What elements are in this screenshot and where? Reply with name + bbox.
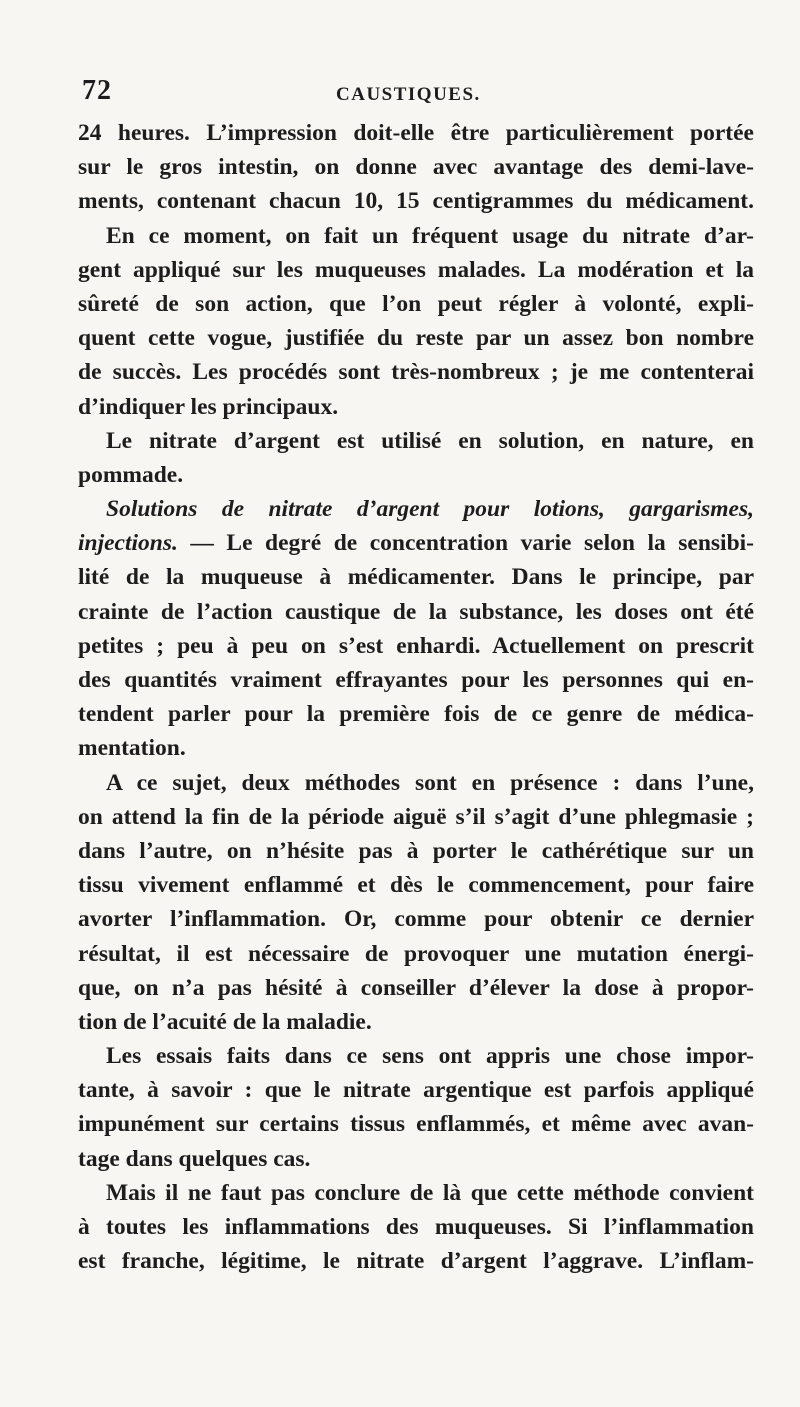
text-line bbox=[78, 390, 754, 424]
line-text: A ce sujet, deux méthodes sont en présence : dans l’une, bbox=[106, 769, 754, 796]
line-text: mentation. bbox=[78, 735, 186, 762]
text-line bbox=[78, 424, 754, 458]
page-number: 72 bbox=[82, 75, 112, 106]
text-line bbox=[78, 492, 754, 526]
text-line bbox=[78, 116, 754, 150]
text-line bbox=[78, 766, 754, 800]
line-text: sur le gros intestin, on donne avec avantage des demi-lave- bbox=[78, 154, 754, 181]
line-text: gent appliqué sur les muqueuses malades. La modération et la bbox=[78, 256, 754, 283]
book-page bbox=[78, 74, 754, 1394]
line-text: petites ; peu à peu on s’est enhardi. Actuellement on prescrit bbox=[78, 632, 754, 659]
text-line bbox=[78, 526, 754, 560]
text-line bbox=[78, 1210, 754, 1244]
text-line bbox=[78, 150, 754, 184]
text-line bbox=[78, 253, 754, 287]
italic-heading: injections. bbox=[78, 530, 178, 557]
line-text: tion de l’acuité de la maladie. bbox=[78, 1008, 372, 1035]
line-text: quent cette vogue, justifiée du reste par un assez bon nombre bbox=[78, 325, 754, 352]
text-line bbox=[78, 1244, 754, 1278]
line-text: est franche, légitime, le nitrate d’argent l’aggrave. L’inflam- bbox=[78, 1248, 754, 1275]
text-line bbox=[78, 1142, 754, 1176]
text-line bbox=[78, 1039, 754, 1073]
line-text: tendent parler pour la première fois de ce genre de médica- bbox=[78, 701, 754, 728]
line-text: avorter l’inflammation. Or, comme pour obtenir ce dernier bbox=[78, 906, 754, 933]
text-line bbox=[78, 1005, 754, 1039]
line-text: lité de la muqueuse à médicamenter. Dans le principe, par bbox=[78, 564, 754, 591]
line-text: crainte de l’action caustique de la substance, les doses ont été bbox=[78, 598, 754, 625]
line-text: résultat, il est nécessaire de provoquer une mutation énergi- bbox=[78, 940, 754, 967]
text-line bbox=[78, 184, 754, 218]
line-text: tissu vivement enflammé et dès le commencement, pour faire bbox=[78, 872, 754, 899]
text-line bbox=[78, 355, 754, 389]
text-line bbox=[78, 287, 754, 321]
line-text: d’indiquer les principaux. bbox=[78, 393, 339, 420]
line-text: impunément sur certains tissus enflammés, et même avec avan- bbox=[78, 1111, 754, 1138]
body-text bbox=[78, 116, 754, 1278]
text-line bbox=[78, 937, 754, 971]
text-line bbox=[78, 595, 754, 629]
line-text: de succès. Les procédés sont très-nombreux ; je me contenterai bbox=[78, 359, 754, 386]
line-text: des quantités vraiment effrayantes pour les personnes qui en- bbox=[78, 667, 754, 693]
text-line bbox=[78, 663, 754, 697]
line-text: Les essais faits dans ce sens ont appris une chose impor- bbox=[106, 1043, 754, 1070]
line-text: dans l’autre, on n’hésite pas à porter le cathérétique sur un bbox=[78, 837, 754, 864]
line-text: Mais il ne faut pas conclure de là que cette méthode convient bbox=[106, 1179, 754, 1206]
text-line bbox=[78, 1073, 754, 1107]
line-text: 24 heures. L’impression doit-elle être particulièrement portée bbox=[78, 120, 754, 146]
text-line bbox=[78, 219, 754, 253]
line-text: tage dans quelques cas. bbox=[78, 1145, 311, 1172]
line-text: ments, contenant chacun 10, 15 centigrammes du médicament. bbox=[78, 188, 754, 215]
text-line bbox=[78, 697, 754, 731]
text-line bbox=[78, 560, 754, 594]
line-text: En ce moment, on fait un fréquent usage du nitrate d’ar- bbox=[106, 222, 754, 249]
line-text: à toutes les inflammations des muqueuses. Si l’inflammation bbox=[78, 1214, 754, 1240]
line-text: — Le degré de concentration varie selon la sensibi- bbox=[177, 530, 754, 557]
line-text: on attend la fin de la période aiguë s’il s’agit d’une phlegmasie ; bbox=[78, 803, 754, 830]
text-line bbox=[78, 1176, 754, 1210]
text-line bbox=[78, 800, 754, 834]
text-line bbox=[78, 629, 754, 663]
text-line bbox=[78, 834, 754, 868]
text-line bbox=[78, 902, 754, 936]
text-line bbox=[78, 458, 754, 492]
line-text: Le nitrate d’argent est utilisé en solution, en nature, en bbox=[106, 427, 754, 454]
line-text: sûreté de son action, que l’on peut régler à volonté, expli- bbox=[78, 290, 754, 317]
italic-heading: Solutions de nitrate d’argent pour lotions, gargarismes, bbox=[106, 496, 754, 523]
running-head bbox=[78, 74, 754, 114]
text-line bbox=[78, 971, 754, 1005]
text-line bbox=[78, 868, 754, 902]
text-line bbox=[78, 1107, 754, 1141]
text-line bbox=[78, 321, 754, 355]
line-text: que, on n’a pas hésité à conseiller d’élever la dose à propor- bbox=[78, 974, 754, 1001]
line-text: tante, à savoir : que le nitrate argentique est parfois appliqué bbox=[78, 1077, 754, 1104]
text-line bbox=[78, 731, 754, 765]
running-title: CAUSTIQUES. bbox=[336, 84, 481, 105]
line-text: pommade. bbox=[78, 461, 184, 488]
